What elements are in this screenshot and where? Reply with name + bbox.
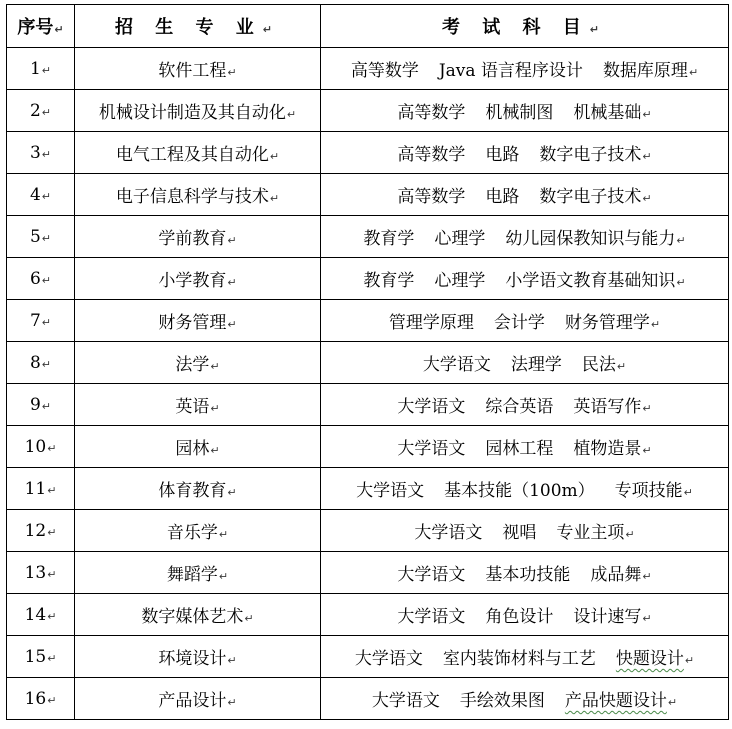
- paragraph-mark-icon: ↵: [642, 150, 652, 163]
- exam-subject: 大学语文: [422, 355, 491, 375]
- cell-index: [7, 90, 75, 132]
- paragraph-mark-icon: ↵: [676, 234, 686, 247]
- cell-subjects: [321, 300, 729, 342]
- exam-subject: 机械制图: [485, 103, 554, 123]
- cell-subjects: [321, 258, 729, 300]
- cell-index: [7, 594, 75, 636]
- table-row: [7, 384, 729, 426]
- paragraph-mark-icon: ↵: [244, 612, 254, 625]
- exam-subject: 大学语文: [397, 565, 466, 585]
- cell-subjects: [321, 174, 729, 216]
- table-row: [7, 174, 729, 216]
- cell-major: [75, 426, 321, 468]
- paragraph-mark-icon: ↵: [269, 192, 280, 205]
- cell-index: [7, 132, 75, 174]
- cell-major: [75, 678, 321, 720]
- table-row: [7, 216, 729, 258]
- paragraph-mark-icon: ↵: [286, 108, 297, 121]
- row-index: 12: [24, 520, 47, 541]
- cell-major: [75, 132, 321, 174]
- major-name: 园林: [175, 439, 210, 459]
- major-name: 产品设计: [158, 691, 227, 711]
- major-name: 电气工程及其自动化: [115, 145, 269, 165]
- exam-subject: 园林工程: [485, 439, 554, 459]
- exam-subject: 法理学: [510, 355, 562, 375]
- exam-subject: 小学语文教育基础知识: [505, 271, 676, 291]
- header-index: 序号↵: [7, 5, 75, 48]
- cell-major: [75, 174, 321, 216]
- row-index: 11: [24, 478, 47, 499]
- paragraph-mark-icon: ↵: [227, 486, 237, 499]
- paragraph-mark-icon: ↵: [41, 105, 52, 119]
- paragraph-mark-icon: ↵: [227, 66, 237, 79]
- exam-subject: 高等数学: [397, 145, 466, 165]
- exam-subject: 高等数学: [397, 187, 466, 207]
- major-name: 英语: [175, 397, 210, 417]
- cell-subjects: [321, 384, 729, 426]
- exam-subject: 大学语文: [397, 607, 466, 627]
- exam-subject: 植物造景: [573, 439, 642, 459]
- paragraph-mark-icon: ↵: [269, 150, 280, 163]
- row-index: 16: [24, 688, 47, 709]
- exam-subject: 教育学: [363, 229, 415, 249]
- cell-subjects: [321, 216, 729, 258]
- admission-subjects-table: [6, 4, 729, 720]
- row-index: 9: [29, 394, 41, 415]
- table-row: [7, 594, 729, 636]
- cell-major: [75, 216, 321, 258]
- exam-subject: 大学语文: [356, 481, 425, 501]
- cell-subjects: [321, 678, 729, 720]
- major-name: 机械设计制造及其自动化: [98, 103, 286, 123]
- table-row: [7, 48, 729, 90]
- exam-subject: 产品快题设计: [564, 691, 667, 711]
- paragraph-mark-icon: ↵: [642, 402, 652, 415]
- paragraph-mark-icon: ↵: [54, 23, 64, 36]
- exam-subject: 基本功技能: [485, 565, 571, 585]
- cell-index: [7, 342, 75, 384]
- row-index: 10: [24, 436, 47, 457]
- exam-subject: 机械基础: [573, 103, 642, 123]
- row-index: 5: [29, 226, 41, 247]
- cell-index: [7, 48, 75, 90]
- cell-index: [7, 258, 75, 300]
- exam-subject: 会计学: [493, 313, 545, 333]
- row-index: 7: [29, 310, 41, 331]
- paragraph-mark-icon: ↵: [616, 360, 627, 373]
- cell-subjects: [321, 90, 729, 132]
- exam-subject: 基本技能（100m）: [444, 481, 595, 501]
- cell-index: [7, 636, 75, 678]
- exam-subject: Java 语言程序设计: [438, 61, 583, 81]
- cell-index: [7, 216, 75, 258]
- exam-subject: 财务管理学: [564, 313, 650, 333]
- major-name: 体育教育: [158, 481, 227, 501]
- table-body: [7, 48, 729, 720]
- row-index: 2: [29, 100, 41, 121]
- cell-index: [7, 300, 75, 342]
- row-index: 4: [29, 184, 41, 205]
- cell-index: [7, 384, 75, 426]
- major-name: 电子信息科学与技术: [115, 187, 269, 207]
- paragraph-mark-icon: ↵: [684, 654, 695, 667]
- cell-major: [75, 300, 321, 342]
- exam-subject: 英语写作: [573, 397, 642, 417]
- exam-subject: 视唱: [502, 523, 537, 543]
- paragraph-mark-icon: ↵: [227, 276, 237, 289]
- paragraph-mark-icon: ↵: [41, 63, 52, 77]
- exam-subject: 数字电子技术: [539, 145, 642, 165]
- cell-subjects: [321, 132, 729, 174]
- paragraph-mark-icon: ↵: [683, 486, 693, 499]
- exam-subject: 设计速写: [573, 607, 642, 627]
- exam-subject: 数字电子技术: [539, 187, 642, 207]
- table-row: [7, 510, 729, 552]
- row-index: 8: [29, 352, 41, 373]
- paragraph-mark-icon: ↵: [47, 651, 57, 665]
- exam-subject: 高等数学: [397, 103, 466, 123]
- paragraph-mark-icon: ↵: [41, 231, 52, 245]
- cell-index: [7, 510, 75, 552]
- exam-subject: 电路: [485, 145, 520, 165]
- major-name: 音乐学: [166, 523, 218, 543]
- paragraph-mark-icon: ↵: [625, 528, 635, 541]
- paragraph-mark-icon: ↵: [41, 357, 52, 371]
- exam-subject: 管理学原理: [388, 313, 474, 333]
- header-subjects: 考 试 科 目↵: [321, 5, 729, 48]
- paragraph-mark-icon: ↵: [210, 402, 220, 415]
- exam-subject: 专项技能: [614, 481, 683, 501]
- paragraph-mark-icon: ↵: [589, 23, 608, 36]
- major-name: 软件工程: [158, 61, 227, 81]
- table-row: [7, 132, 729, 174]
- major-name: 数字媒体艺术: [141, 607, 244, 627]
- cell-subjects: [321, 594, 729, 636]
- row-index: 13: [24, 562, 47, 583]
- cell-subjects: [321, 636, 729, 678]
- exam-subject: 幼儿园保教知识与能力: [505, 229, 676, 249]
- exam-subject: 心理学: [434, 229, 486, 249]
- exam-subject: 电路: [485, 187, 520, 207]
- exam-subject: 手绘效果图: [459, 691, 545, 711]
- paragraph-mark-icon: ↵: [47, 567, 57, 581]
- paragraph-mark-icon: ↵: [642, 192, 652, 205]
- cell-major: [75, 342, 321, 384]
- cell-major: [75, 468, 321, 510]
- exam-subject: 大学语文: [354, 649, 423, 669]
- major-name: 学前教育: [158, 229, 227, 249]
- table-row: [7, 342, 729, 384]
- cell-major: [75, 90, 321, 132]
- table-row: [7, 636, 729, 678]
- row-index: 3: [29, 142, 41, 163]
- major-name: 财务管理: [158, 313, 227, 333]
- exam-subject: 专业主项: [556, 523, 625, 543]
- paragraph-mark-icon: ↵: [47, 441, 57, 455]
- paragraph-mark-icon: ↵: [41, 399, 52, 413]
- row-index: 6: [29, 268, 41, 289]
- table-row: [7, 552, 729, 594]
- exam-subject: 成品舞: [590, 565, 642, 585]
- cell-major: [75, 48, 321, 90]
- cell-major: [75, 594, 321, 636]
- paragraph-mark-icon: ↵: [262, 23, 281, 36]
- row-index: 1: [29, 58, 41, 79]
- exam-subject: 高等数学: [350, 61, 419, 81]
- paragraph-mark-icon: ↵: [227, 234, 237, 247]
- cell-index: [7, 426, 75, 468]
- paragraph-mark-icon: ↵: [41, 273, 52, 287]
- paragraph-mark-icon: ↵: [47, 609, 57, 623]
- exam-subject: 数据库原理: [602, 61, 688, 81]
- exam-subject: 大学语文: [371, 691, 440, 711]
- paragraph-mark-icon: ↵: [650, 318, 661, 331]
- paragraph-mark-icon: ↵: [642, 570, 652, 583]
- exam-subject: 室内装饰材料与工艺: [442, 649, 596, 669]
- paragraph-mark-icon: ↵: [210, 444, 220, 457]
- paragraph-mark-icon: ↵: [41, 147, 52, 161]
- paragraph-mark-icon: ↵: [218, 528, 229, 541]
- header-row: [7, 5, 729, 48]
- paragraph-mark-icon: ↵: [642, 108, 652, 121]
- cell-major: [75, 636, 321, 678]
- paragraph-mark-icon: ↵: [210, 360, 220, 373]
- cell-major: [75, 552, 321, 594]
- paragraph-mark-icon: ↵: [642, 444, 652, 457]
- exam-subject: 大学语文: [397, 397, 466, 417]
- cell-subjects: [321, 468, 729, 510]
- major-name: 法学: [175, 355, 210, 375]
- cell-index: [7, 678, 75, 720]
- cell-index: [7, 468, 75, 510]
- paragraph-mark-icon: ↵: [218, 570, 229, 583]
- cell-index: [7, 174, 75, 216]
- cell-subjects: [321, 552, 729, 594]
- paragraph-mark-icon: ↵: [227, 696, 237, 709]
- table-row: [7, 468, 729, 510]
- exam-subject: 心理学: [434, 271, 486, 291]
- cell-major: [75, 384, 321, 426]
- paragraph-mark-icon: ↵: [41, 189, 52, 203]
- cell-subjects: [321, 342, 729, 384]
- exam-subject: 教育学: [363, 271, 415, 291]
- table-row: [7, 678, 729, 720]
- table-row: [7, 426, 729, 468]
- cell-index: [7, 552, 75, 594]
- paragraph-mark-icon: ↵: [227, 318, 237, 331]
- major-name: 小学教育: [158, 271, 227, 291]
- paragraph-mark-icon: ↵: [688, 66, 699, 79]
- exam-subject: 大学语文: [414, 523, 483, 543]
- cell-major: [75, 258, 321, 300]
- table-row: [7, 258, 729, 300]
- paragraph-mark-icon: ↵: [642, 612, 652, 625]
- table-row: [7, 90, 729, 132]
- paragraph-mark-icon: ↵: [667, 696, 678, 709]
- major-name: 环境设计: [158, 649, 227, 669]
- paragraph-mark-icon: ↵: [227, 654, 237, 667]
- major-name: 舞蹈学: [166, 565, 218, 585]
- cell-major: [75, 510, 321, 552]
- row-index: 15: [24, 646, 47, 667]
- exam-subject: 角色设计: [485, 607, 554, 627]
- paragraph-mark-icon: ↵: [47, 483, 57, 497]
- exam-subject: 民法: [581, 355, 616, 375]
- paragraph-mark-icon: ↵: [47, 525, 57, 539]
- paragraph-mark-icon: ↵: [676, 276, 686, 289]
- paragraph-mark-icon: ↵: [41, 315, 52, 329]
- table-row: [7, 300, 729, 342]
- cell-subjects: [321, 426, 729, 468]
- row-index: 14: [24, 604, 47, 625]
- exam-subject: 大学语文: [397, 439, 466, 459]
- paragraph-mark-icon: ↵: [47, 693, 57, 707]
- exam-subject: 快题设计: [615, 649, 684, 669]
- header-major: 招 生 专 业↵: [75, 5, 321, 48]
- exam-subject: 综合英语: [485, 397, 554, 417]
- cell-subjects: [321, 510, 729, 552]
- cell-subjects: [321, 48, 729, 90]
